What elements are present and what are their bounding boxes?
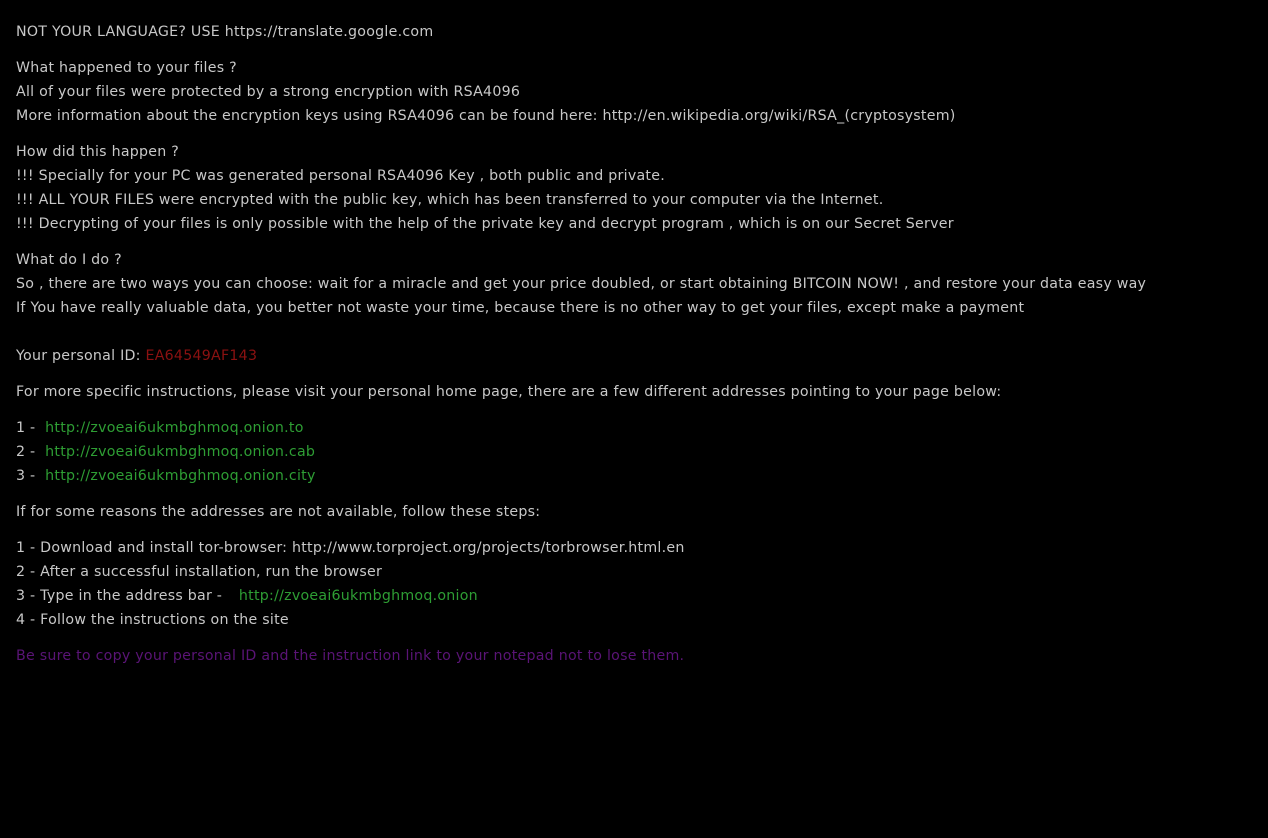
what-happened-heading: What happened to your files ? [16,60,237,76]
steps-intro: If for some reasons the addresses are not available, follow these steps: [16,504,541,520]
how-happen-line-1: !!! Specially for your PC was generated personal RSA4096 Key , both public and private. [16,168,665,184]
step-2: 2 - After a successful installation, run the browser [16,564,383,580]
onion-address-link[interactable]: http://zvoeai6ukmbghmoq.onion [238,588,478,604]
address-item-3 [16,464,1252,488]
what-do-heading: What do I do ? [16,252,122,268]
onion-link-city[interactable]: http://zvoeai6ukmbghmoq.onion.city [45,468,316,484]
how-happen-heading: How did this happen ? [16,144,180,160]
personal-id-label: Your personal ID: [16,348,146,364]
step-3 [16,584,1252,608]
address-item-1 [16,416,1252,440]
personal-id-line [16,344,1252,368]
what-do-line-2: If You have really valuable data, you better not waste your time, because there is no other way to get your files, except make a payment [16,300,1025,316]
address-number: 2 - [16,444,41,460]
wiki-prefix: More information about the encryption keys using RSA4096 can be found here: [16,108,603,124]
what-happened-line-2 [16,104,1252,128]
step-4: 4 - Follow the instructions on the site [16,612,289,628]
how-happen-line-2: !!! ALL YOUR FILES were encrypted with the public key, which has been transferred to your computer via the Internet. [16,192,884,208]
instructions-intro: For more specific instructions, please visit your personal home page, there are a few different addresses pointing to your page below: [16,384,1002,400]
what-do-line-1: So , there are two ways you can choose: wait for a miracle and get your price doubled, or start obtaining BITCOIN NOW! , and restore your data easy way [16,276,1147,292]
step-1 [16,536,1252,560]
onion-link-cab[interactable]: http://zvoeai6ukmbghmoq.onion.cab [45,444,316,460]
address-number: 1 - [16,420,41,436]
copy-id-notice: Be sure to copy your personal ID and the instruction link to your notepad not to lose them. [16,648,685,664]
language-line [16,20,1252,44]
step-3-text: 3 - Type in the address bar - [16,588,227,604]
personal-id-value: EA64549AF143 [145,348,258,364]
how-happen-line-3: !!! Decrypting of your files is only possible with the help of the private key and decrypt program , which is on our Secret Server [16,216,954,232]
address-number: 3 - [16,468,41,484]
translate-link[interactable]: https://translate.google.com [224,24,434,40]
what-happened-line-1: All of your files were protected by a strong encryption with RSA4096 [16,84,521,100]
wiki-link[interactable]: http://en.wikipedia.org/wiki/RSA_(cryptosystem) [602,108,956,124]
onion-link-to[interactable]: http://zvoeai6ukmbghmoq.onion.to [45,420,304,436]
language-prefix: NOT YOUR LANGUAGE? USE [16,24,225,40]
address-item-2 [16,440,1252,464]
tor-download-link[interactable]: http://www.torproject.org/projects/torbrowser.html.en [291,540,685,556]
step-1-text: 1 - Download and install tor-browser: [16,540,292,556]
